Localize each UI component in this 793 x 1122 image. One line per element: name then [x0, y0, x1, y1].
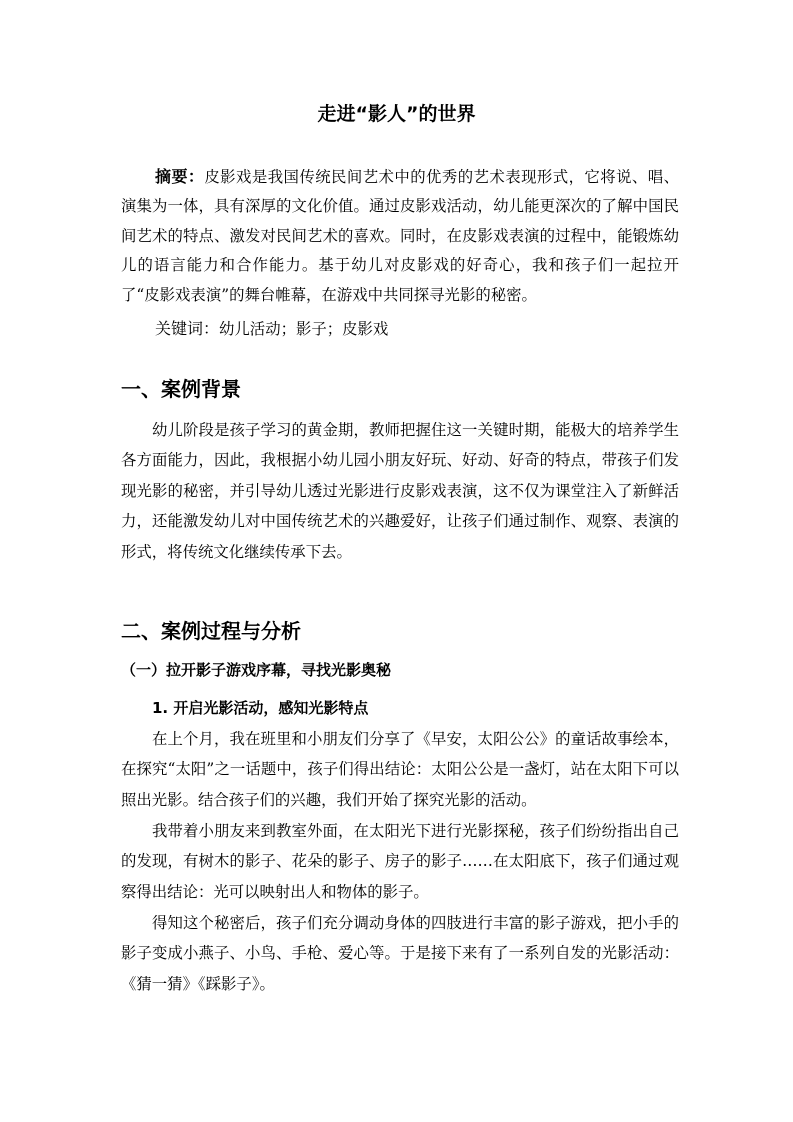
process-paragraph-2: 我带着小朋友来到教室外面，在太阳光下进行光影探秘，孩子们纷纷指出自己的发现，有树木的影子、花朵的影子、房子的影子……在太阳底下，孩子们通过观察得出结论：光可以映射出人和物体的影子。: [121, 822, 679, 901]
background-paragraph: 幼儿阶段是孩子学习的黄金期，教师把握住这一关键时期，能极大的培养学生各方面能力，因此，我根据小幼儿园小朋友好玩、好动、好奇的特点，带孩子们发现光影的秘密，并引导幼儿透过光影进行皮影戏表演，这不仅为课堂注入了新鲜活力，还能激发幼儿对中国传统艺术的兴趣爱好，让孩子们通过制作、观察、表演的形式，将传统文化继续传承下去。: [121, 421, 679, 561]
abstract-label: 摘要：: [155, 167, 205, 186]
abstract-paragraph: [121, 162, 679, 310]
subsubsection-heading: 1. 开启光影活动，感知光影特点: [152, 699, 369, 717]
section-heading-process: 二、案例过程与分析: [121, 619, 301, 643]
keywords-label: 关键词：: [155, 319, 220, 338]
keywords-text: 幼儿活动；影子；皮影戏: [219, 320, 389, 338]
section-heading-background: 一、案例背景: [121, 377, 241, 401]
keywords-line: [155, 316, 388, 342]
document-title: 走进“影人”的世界: [317, 103, 476, 125]
process-paragraph-1: 在上个月，我在班里和小朋友们分享了《早安，太阳公公》的童话故事绘本，在探究“太阳”之一话题中，孩子们得出结论：太阳公公是一盏灯，站在太阳下可以照出光影。结合孩子们的兴趣，我们开始了探究光影的活动。: [121, 730, 679, 809]
abstract-text: 皮影戏是我国传统民间艺术中的优秀的艺术表现形式，它将说、唱、演集为一体，具有深厚的文化价值。通过皮影戏活动，幼儿能更深次的了解中国民间艺术的特点、激发对民间艺术的喜欢。同时，在皮影戏表演的过程中，能锻炼幼儿的语言能力和合作能力。基于幼儿对皮影戏的好奇心，我和孩子们一起拉开了“皮影戏表演”的舞台帷幕，在游戏中共同探寻光影的秘密。: [121, 168, 679, 304]
process-paragraph-3: 得知这个秘密后，孩子们充分调动身体的四肢进行丰富的影子游戏，把小手的影子变成小燕子、小鸟、手枪、爱心等。于是接下来有了一系列自发的光影活动：《猜一猜》《踩影子》。: [121, 914, 679, 993]
subsection-heading: （一）拉开影子游戏序幕，寻找光影奥秘: [121, 661, 392, 679]
